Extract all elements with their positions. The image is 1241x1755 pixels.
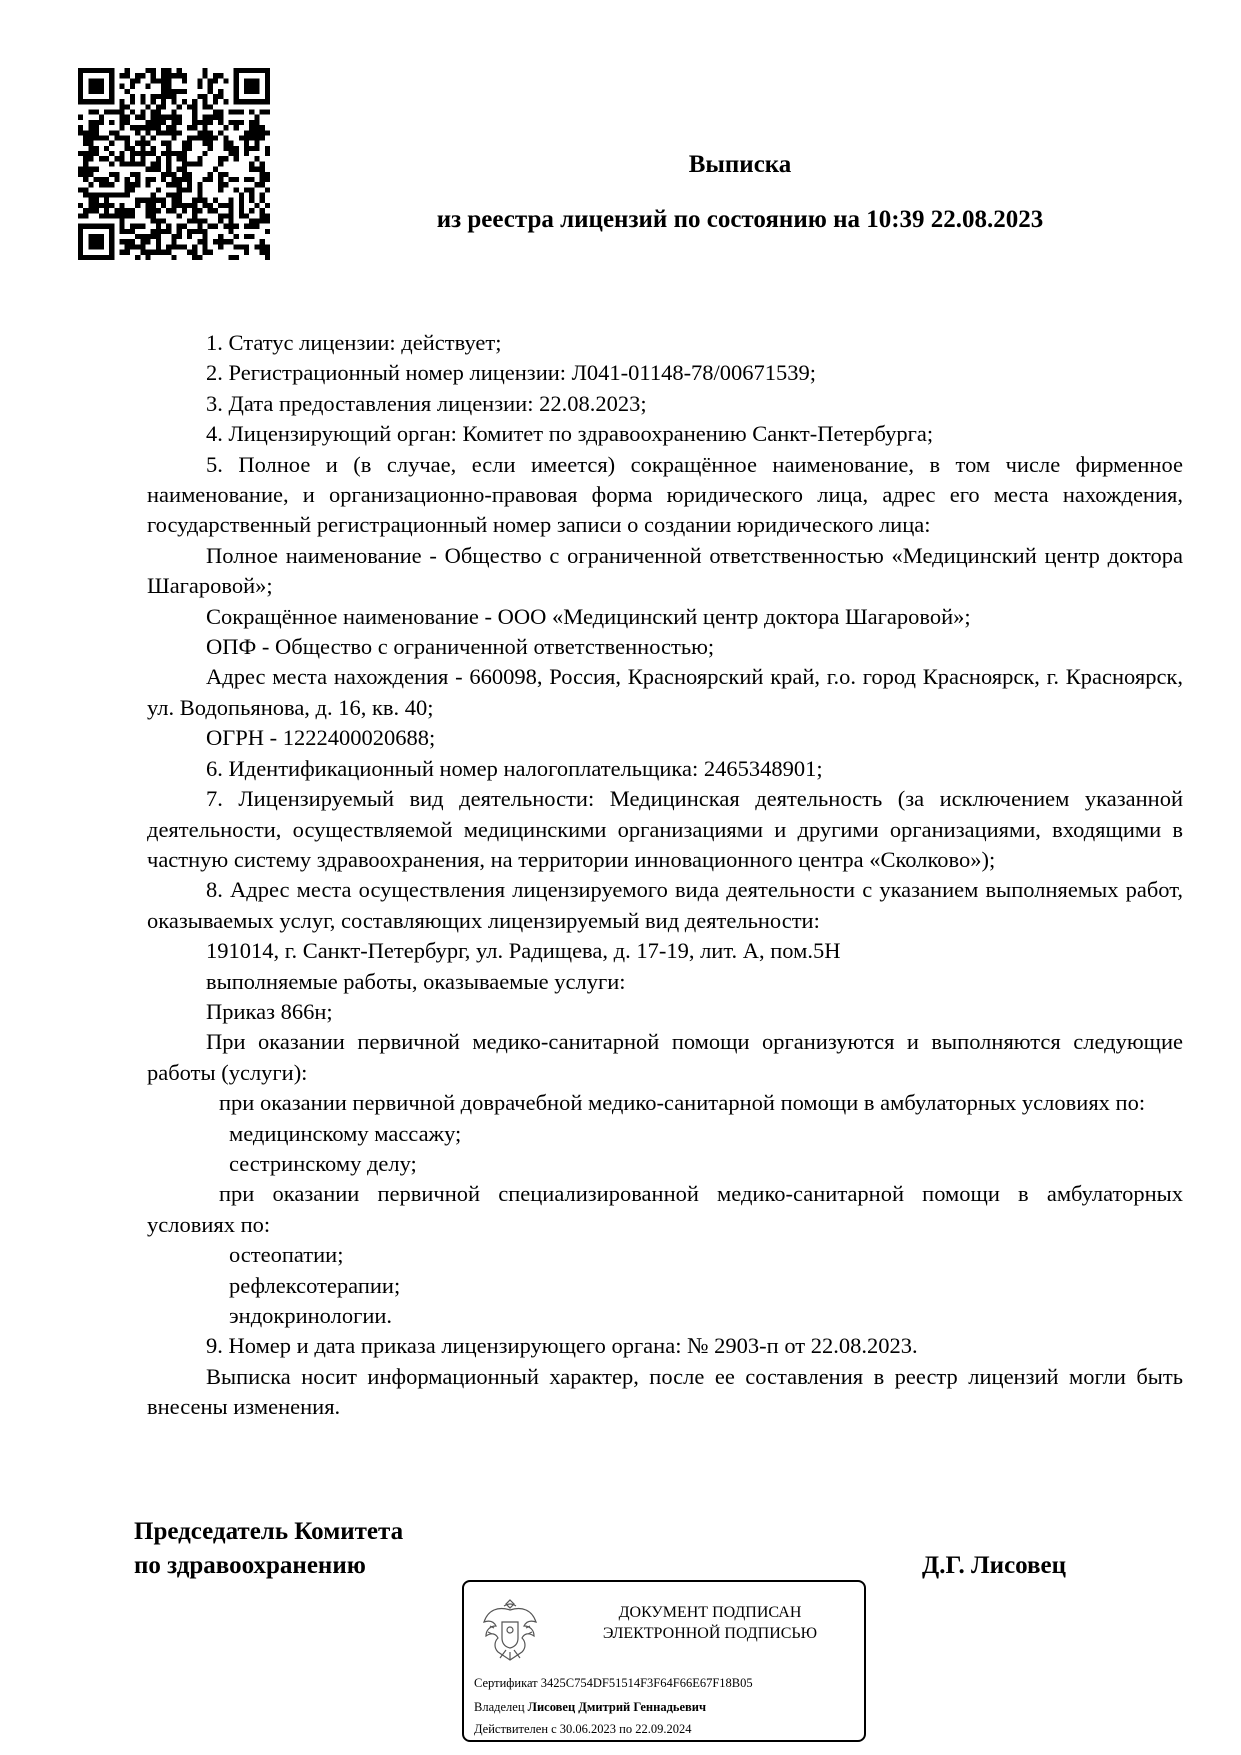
item-org-name-heading: 5. Полное и (в случае, если имеется) сокращённое наименование, в том числе фирменное наименование, и организационно-правовая форма юридического лица, адрес его места нахождения, государственный регистрационный номер записи о создании юридического лица:	[147, 451, 1183, 538]
order-866n: Приказ 866н;	[206, 998, 333, 1024]
cert-label: Сертификат	[474, 1676, 538, 1690]
service-massage: медицинскому массажу;	[229, 1120, 462, 1146]
stamp-validity: Действителен с 30.06.2023 по 22.09.2024	[474, 1722, 692, 1736]
qr-code	[78, 68, 270, 260]
service-osteopathy: остеопатии;	[229, 1242, 344, 1268]
short-name: Сокращённое наименование - ООО «Медицинский центр доктора Шагаровой»;	[206, 603, 971, 629]
prehospital-care-heading: при оказании первичной доврачебной медико-санитарной помощи в амбулаторных условиях по:	[219, 1090, 1146, 1116]
stamp-heading-line1: ДОКУМЕНТ ПОДПИСАН	[618, 1604, 802, 1621]
stamp-certificate	[474, 1676, 753, 1691]
electronic-signature-stamp	[462, 1580, 866, 1742]
legal-address: Адрес места нахождения - 660098, Россия, Красноярский край, г.о. город Красноярск, г. Красноярск, ул. Водопьянова, д. 16, кв. 40;	[147, 664, 1183, 720]
coat-of-arms-icon	[480, 1596, 540, 1664]
works-services-label: выполняемые работы, оказываемые услуги:	[206, 968, 626, 994]
document-title: Выписка	[688, 151, 792, 178]
service-reflexotherapy: рефлексотерапии;	[229, 1272, 401, 1298]
stamp-heading	[564, 1602, 856, 1644]
stamp-heading-line2: ЭЛЕКТРОННОЙ ПОДПИСЬЮ	[602, 1625, 818, 1642]
item-activity-address-heading: 8. Адрес места осуществления лицензируемого вида деятельности с указанием выполняемых работ, оказываемых услуг, составляющих лицензируемый вид деятельности:	[147, 877, 1183, 933]
signer-position-line2: по здравоохранению	[134, 1552, 366, 1579]
item-activity-type: 7. Лицензируемый вид деятельности: Медицинская деятельность (за исключением указанной деятельности, осуществляемой медицинскими организациями и другими организациями, входящими в частную систему здравоохранения, на территории инновационного центра «Сколково»);	[147, 786, 1183, 872]
owner-label: Владелец	[474, 1700, 525, 1714]
item-inn: 6. Идентификационный номер налогоплательщика: 2465348901;	[206, 755, 823, 781]
item-order-number: 9. Номер и дата приказа лицензирующего органа: № 2903-п от 22.08.2023.	[206, 1333, 918, 1359]
document-body	[147, 328, 1183, 1423]
disclaimer: Выписка носит информационный характер, после ее составления в реестр лицензий могли быть внесены изменения.	[147, 1363, 1183, 1420]
item-issue-date: 3. Дата предоставления лицензии: 22.08.2023;	[206, 390, 647, 416]
service-endocrinology: эндокринологии.	[229, 1303, 393, 1328]
item-status: 1. Статус лицензии: действует;	[206, 330, 502, 355]
activity-address: 191014, г. Санкт-Петербург, ул. Радищева, д. 17-19, лит. А, пом.5Н	[206, 938, 841, 964]
signer-name: Д.Г. Лисовец	[922, 1552, 1067, 1579]
service-nursing: сестринскому делу;	[229, 1150, 417, 1176]
full-name: Полное наименование - Общество с ограниченной ответственностью «Медицинский центр доктора Шагаровой»;	[147, 542, 1183, 599]
ogrn: ОГРН - 1222400020688;	[206, 725, 436, 751]
cert-value: 3425C754DF51514F3F64F66E67F18B05	[540, 1676, 753, 1690]
item-licensing-body: 4. Лицензирующий орган: Комитет по здравоохранению Санкт-Петербурга;	[206, 421, 934, 447]
signer-position-line1: Председатель Комитета	[134, 1518, 404, 1545]
primary-care-intro: При оказании первичной медико-санитарной помощи организуются и выполняются следующие работы (услуги):	[147, 1029, 1183, 1085]
specialized-care-heading: при оказании первичной специализированной медико-санитарной помощи в амбулаторных условиях по:	[147, 1181, 1183, 1237]
item-reg-number: 2. Регистрационный номер лицензии: Л041-01148-78/00671539;	[206, 360, 817, 386]
document-subtitle: из реестра лицензий по состоянию на 10:39 22.08.2023	[436, 206, 1044, 233]
owner-value: Лисовец Дмитрий Геннадьевич	[527, 1700, 707, 1714]
legal-form: ОПФ - Общество с ограниченной ответственностью;	[206, 634, 715, 660]
stamp-owner	[474, 1700, 706, 1715]
